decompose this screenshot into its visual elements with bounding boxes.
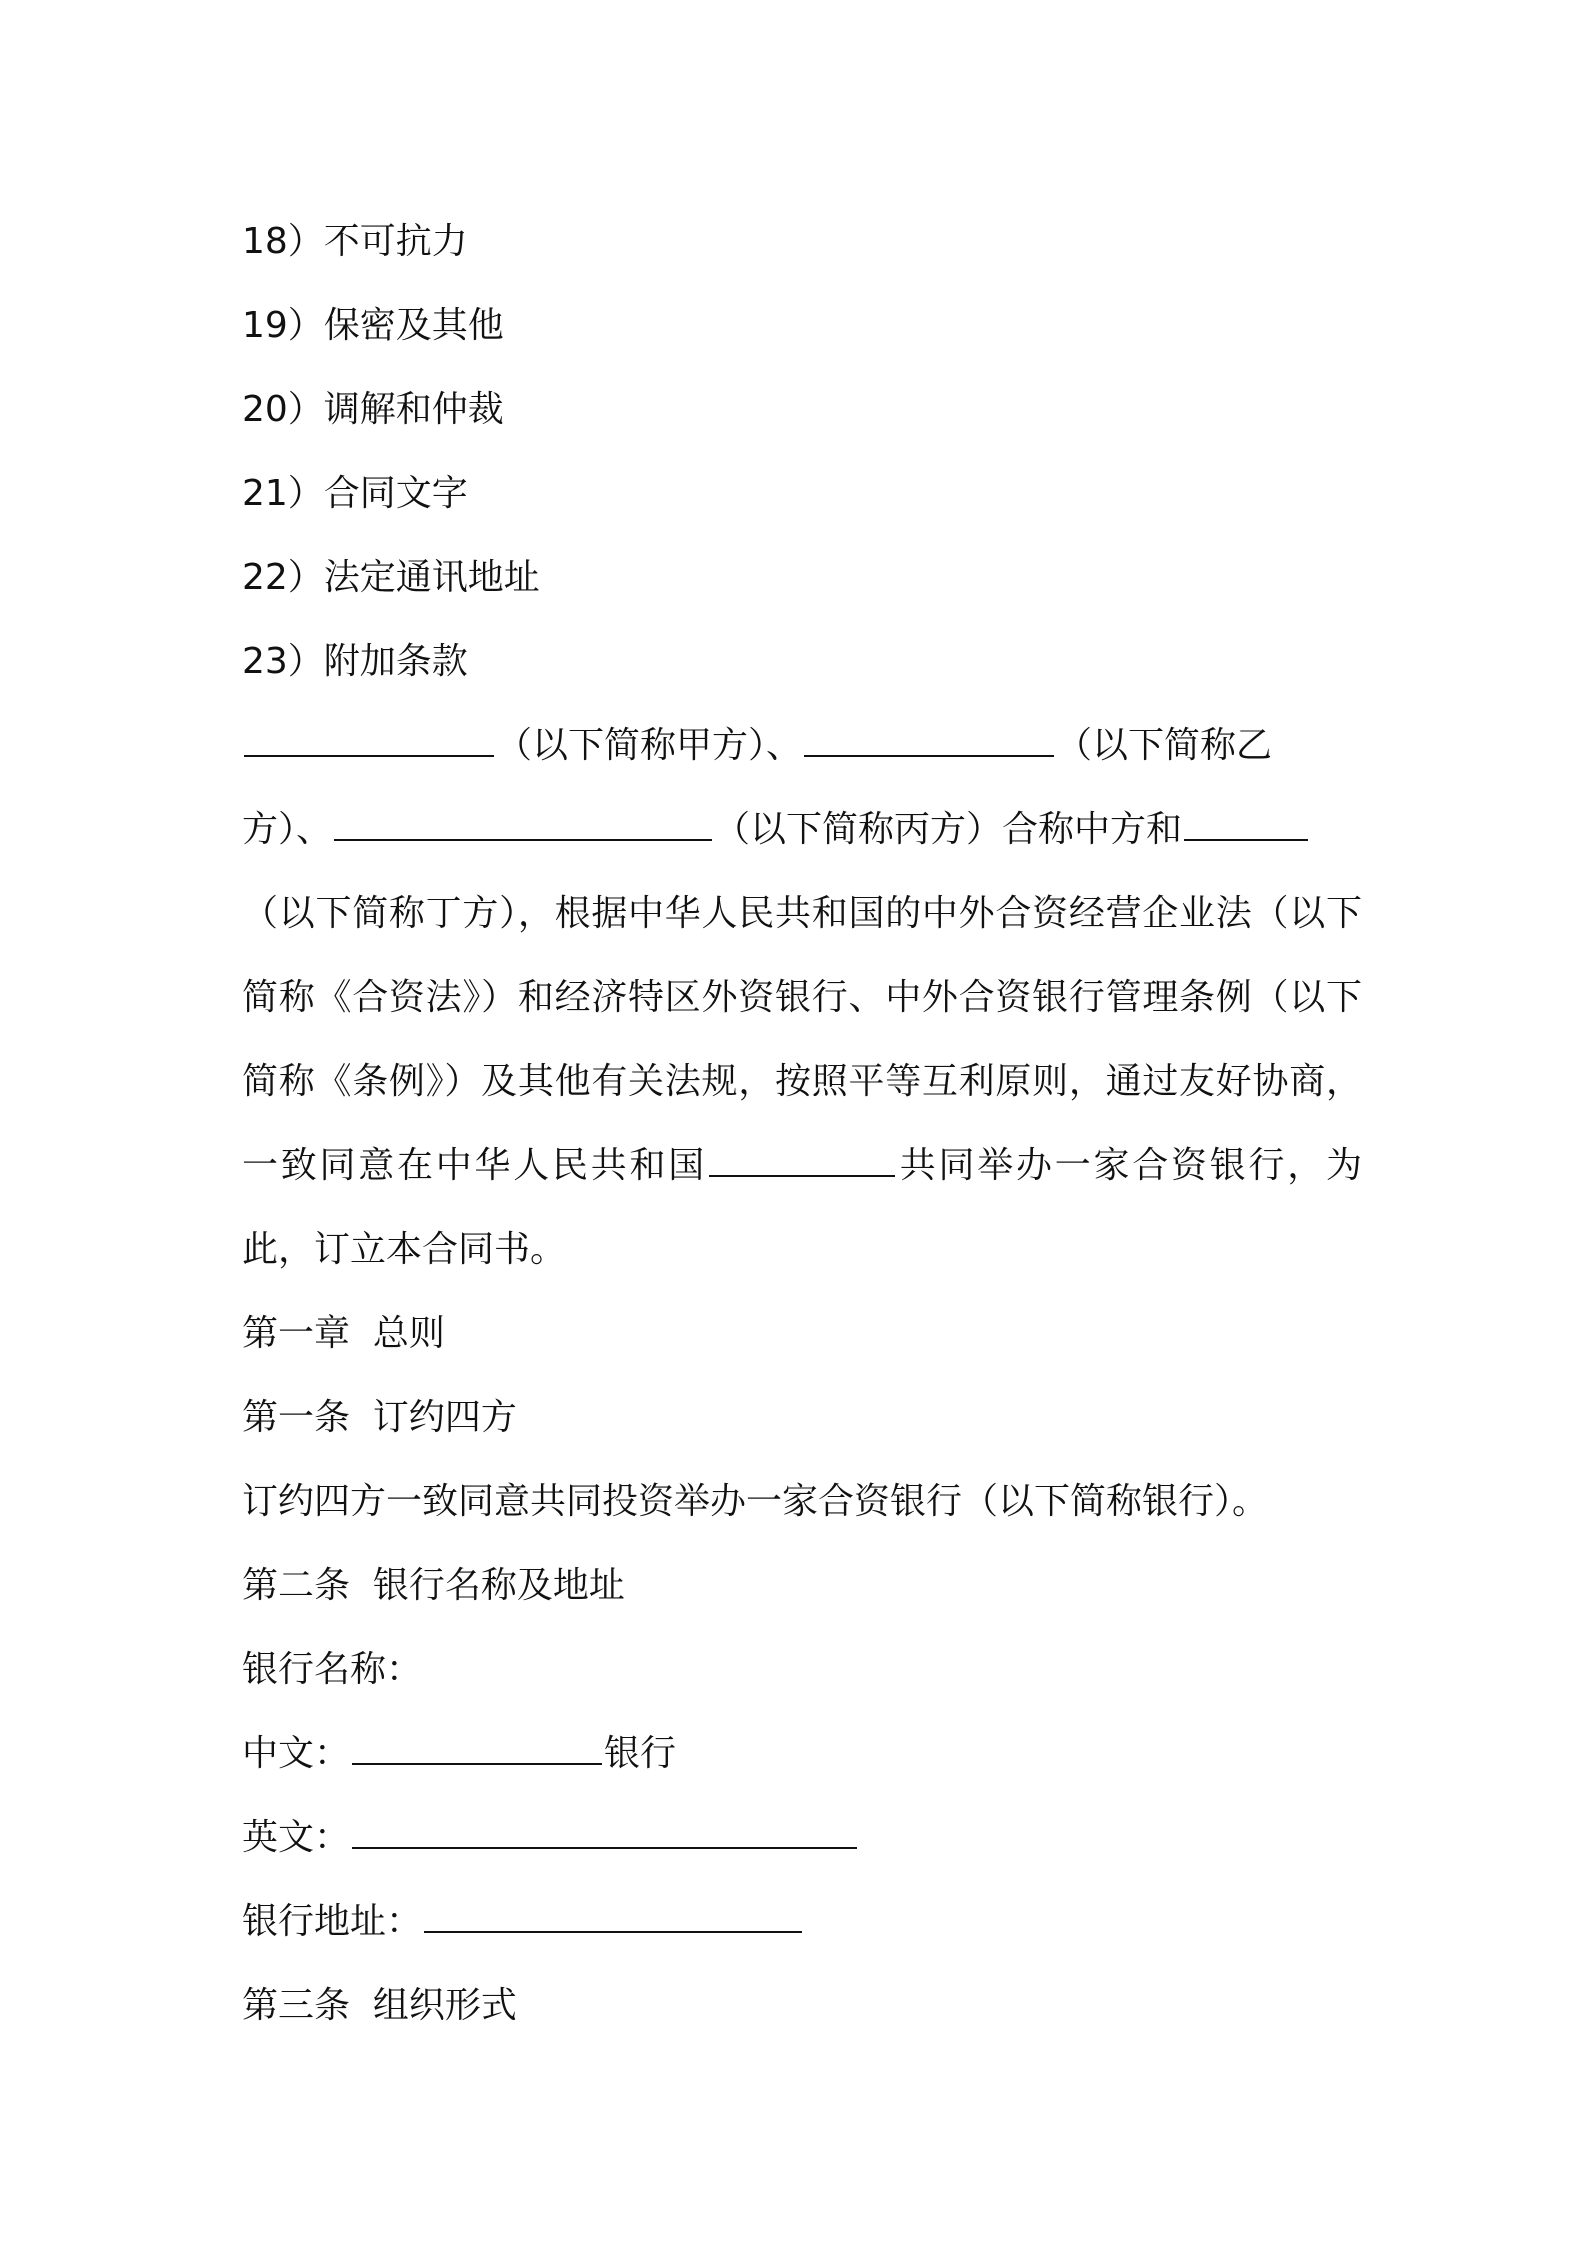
bank-name-en-line <box>242 1796 1362 1880</box>
article-body: 订约四方一致同意共同投资举办一家合资银行（以下简称银行）。 <box>242 1481 1269 1522</box>
bank-name-label: 银行名称： <box>242 1649 423 1690</box>
blank-party-c <box>334 809 712 841</box>
article-title: 第三条 组织形式 <box>242 1985 517 2026</box>
bank-name-cn-line <box>242 1712 1362 1796</box>
toc-item: 18）不可抗力 <box>242 221 468 262</box>
blank-party-b <box>804 725 1054 757</box>
preamble-text: （以下简称丁方），根据中华人民共和国的中外合资经营企业法（以下简称《合资法》）和经济特区外资银行、中外合资银行管理条例（以下简称《条例》）及其他有关法规，按照平等互利原则，通过友好协商，一致同意在中华人民共和国 <box>242 893 1362 1186</box>
blank-location <box>709 1145 895 1177</box>
preamble-line-1 <box>242 704 1362 788</box>
address-label: 银行地址： <box>242 1901 423 1942</box>
article-title: 第一条 订约四方 <box>242 1397 517 1438</box>
chapter-heading: 第一章 总则 <box>242 1313 445 1354</box>
blank-bank-name-en <box>352 1817 857 1849</box>
toc-item: 20）调解和仲裁 <box>242 389 504 430</box>
blank-bank-name-cn <box>352 1733 602 1765</box>
bank-address-line <box>242 1880 1362 1964</box>
preamble-text: （以下简称丙方）合称中方和 <box>714 809 1183 850</box>
preamble-paragraph <box>242 872 1362 1292</box>
toc-item: 23）附加条款 <box>242 641 468 682</box>
preamble-text: 共同举办一家合资银行，为此，订立本合同书。 <box>242 1145 1362 1270</box>
en-label: 英文： <box>242 1817 351 1858</box>
cn-label: 中文： <box>242 1733 351 1774</box>
toc-item: 21）合同文字 <box>242 473 468 514</box>
cn-suffix: 银行 <box>604 1733 677 1774</box>
toc-item: 19）保密及其他 <box>242 305 504 346</box>
preamble-text: 方）、 <box>242 809 333 850</box>
preamble-line-2 <box>242 788 1362 872</box>
toc-item: 22）法定通讯地址 <box>242 557 540 598</box>
article-title: 第二条 银行名称及地址 <box>242 1565 625 1606</box>
document-body <box>242 200 1362 2048</box>
preamble-text: （以下简称甲方）、 <box>496 725 803 766</box>
preamble-text: （以下简称乙 <box>1056 725 1273 766</box>
blank-bank-address <box>424 1901 802 1933</box>
blank-party-d <box>1184 809 1308 841</box>
blank-party-a <box>244 725 494 757</box>
